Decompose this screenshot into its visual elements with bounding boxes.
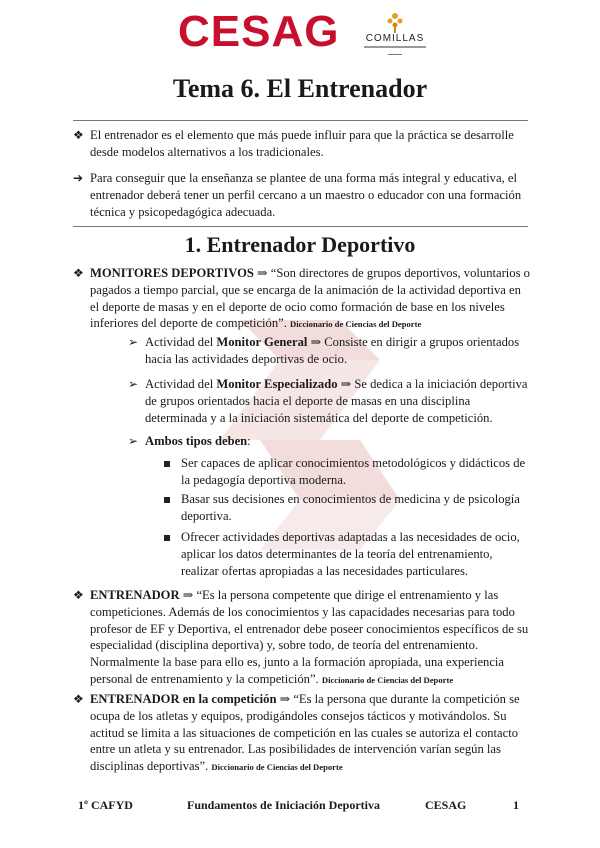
monitor-general-term: Monitor General <box>216 335 308 349</box>
arrowhead-bullet-icon: ➢ <box>128 335 139 349</box>
page-title: Tema 6. El Entrenador <box>172 74 428 103</box>
entrenador-competicion-source: Diccionario de Ciencias del Deporte <box>211 762 343 773</box>
monitores-quote: “Son directores de grupos deportivos, voluntarios o pagados a tiempo parcial, que se encarga de la animación de la actividad deportiva en el deporte de masas y en el deporte de ocio como formación de base en los niveles inferiores del deporte de competición”. <box>90 266 530 331</box>
arrowhead-bullet-icon: ➢ <box>128 434 139 448</box>
monitor-general-text: ⇒ Consiste en dirigir a grupos orientados hacia las actividades deportivas de ocio. <box>145 335 520 366</box>
monitores-definition <box>90 265 530 333</box>
diamond-bullet-icon: ❖ <box>73 266 84 280</box>
monitores-term: MONITORES DEPORTIVOS <box>90 266 254 280</box>
monitor-general-prefix: Actividad del <box>145 335 217 349</box>
square-bullet-icon <box>164 461 170 467</box>
implies-arrow: ⇒ <box>182 588 194 602</box>
ambos-tipos-colon: : <box>247 434 251 448</box>
cesag-logo: CESAG <box>178 7 340 56</box>
implies-arrow: ⇒ <box>279 692 291 706</box>
monitor-especializado-item <box>145 376 530 426</box>
intro-paragraph-1: El entrenador es el elemento que más puede influir para que la práctica se desarrolle desde modelos alternativos a los tradicionales. <box>90 128 514 159</box>
ambos-tipos-heading <box>145 433 445 450</box>
footer-subject: Fundamentos de Iniciación Deportiva <box>187 798 381 812</box>
entrenador-competicion-quote: “Es la persona que durante la competición se ocupa de los atletas y equipos, prodigándoles consejos tácticos y motivándolos. Su actitud se limita a las situaciones de competición en las cuales se autoriza el contacto entre un atleta y su entrenador. Las posibilidades de intervención varían según las disciplinas deportivas”. <box>90 692 520 774</box>
entrenador-definition <box>90 587 530 689</box>
monitor-especializado-prefix: Actividad del <box>145 377 217 391</box>
comillas-subline <box>364 46 426 48</box>
section-divider <box>73 226 528 227</box>
requirement-item-1: Ser capaces de aplicar conocimientos metodológicos y didácticos de la pedagogía deportiva moderna. <box>181 456 526 487</box>
section-heading: 1. Entrenador Deportivo <box>184 232 416 257</box>
monitor-general-item <box>145 334 520 368</box>
entrenador-source: Diccionario de Ciencias del Deporte <box>321 674 454 685</box>
entrenador-quote: “Es la persona competente que dirige el entrenamiento y las competiciones. Además de los conocimientos y las capacidades necesarias para todo profesor de EF y Deportiva, el entrenador debe poseer conocimientos específicos de su especialidad (disciplina deportiva) y, sobre todo, de teoría del entrenamiento. Normalmente la base para ello es, junto a la formación apropiada, una experiencia personal de entrenamiento y la competición”. <box>90 588 529 686</box>
monitor-especializado-text: ⇒ Se dedica a la iniciación deportiva de grupos orientados hacia el deporte de masas en una disciplina determinada y a la iniciación sistemática del deporte de competición. <box>145 377 528 425</box>
title-divider <box>73 120 528 121</box>
monitor-especializado-term: Monitor Especializado <box>216 377 338 391</box>
footer-center: CESAG <box>425 798 467 812</box>
comillas-emblem-icon <box>360 10 430 34</box>
requirement-item-2: Basar sus decisiones en conocimientos de medicina y de psicología deportiva. <box>181 492 520 523</box>
intro-paragraph-2: Para conseguir que la enseñanza se plantee de una forma más integral y educativa, el entrenador deberá tener un perfil cercano a un maestro o educador con una formación técnica y psicopedagógica adecuada. <box>90 171 522 219</box>
footer-course: 1º CAFYD <box>78 798 133 812</box>
arrow-bullet-icon: ➔ <box>73 171 84 185</box>
diamond-bullet-icon: ❖ <box>73 588 84 602</box>
arrowhead-bullet-icon: ➢ <box>128 377 139 391</box>
entrenador-term: ENTRENADOR <box>90 588 180 602</box>
requirement-item-3: Ofrecer actividades deportivas adaptadas a las necesidades de ocio, aplicar los datos determinantes de la teoría del entrenamiento, realizar ofertas apropiadas a las necesidades particulares. <box>181 530 520 578</box>
ambos-tipos-label: Ambos tipos deben <box>145 434 248 448</box>
entrenador-competicion-definition <box>90 691 530 776</box>
comillas-signature-mark <box>388 54 402 55</box>
diamond-bullet-icon: ❖ <box>73 692 84 706</box>
implies-arrow: ⇒ <box>257 266 268 280</box>
square-bullet-icon <box>164 535 170 541</box>
page-number: 1 <box>513 798 519 812</box>
entrenador-competicion-term: ENTRENADOR en la competición <box>90 692 277 706</box>
monitores-source: Diccionario de Ciencias del Deporte <box>290 319 422 330</box>
square-bullet-icon <box>164 497 170 503</box>
diamond-bullet-icon: ❖ <box>73 128 84 142</box>
comillas-logo <box>360 10 430 60</box>
comillas-wordmark: COMILLAS <box>365 33 425 44</box>
